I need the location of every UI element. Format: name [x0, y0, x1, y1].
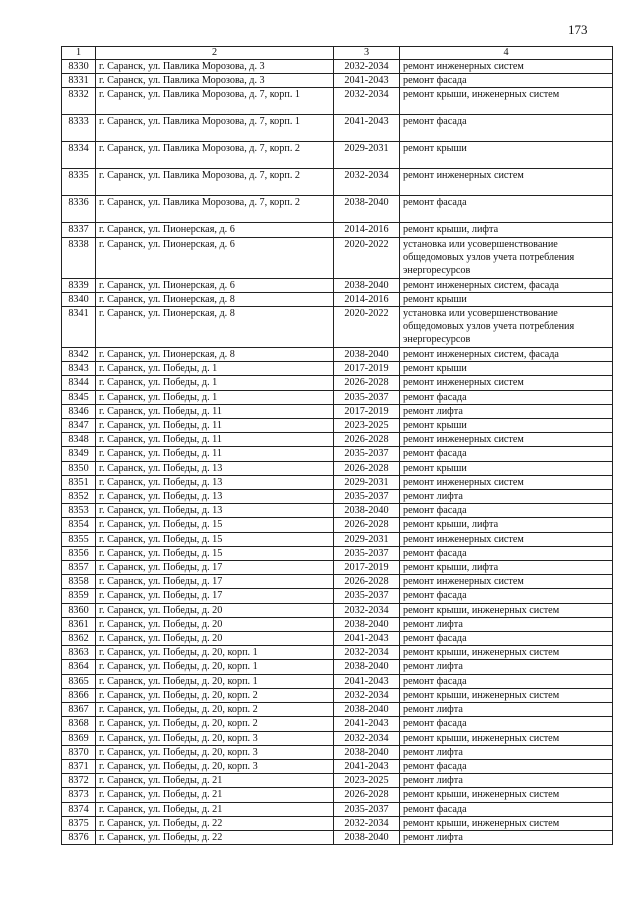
table-row — [62, 546, 613, 560]
row-number: 8334 — [62, 142, 96, 169]
period-cell: 2035-2037 — [334, 390, 400, 404]
address-cell: г. Саранск, ул. Победы, д. 20, корп. 3 — [96, 745, 334, 759]
work-type-cell: ремонт фасада — [400, 74, 613, 88]
period-cell: 2029-2031 — [334, 532, 400, 546]
table-row — [62, 774, 613, 788]
period-cell: 2032-2034 — [334, 169, 400, 196]
period-cell: 2038-2040 — [334, 196, 400, 223]
period-cell: 2020-2022 — [334, 307, 400, 348]
address-cell: г. Саранск, ул. Победы, д. 22 — [96, 816, 334, 830]
table-row — [62, 223, 613, 237]
work-type-cell: ремонт крыши, инженерных систем — [400, 788, 613, 802]
period-cell: 2035-2037 — [334, 490, 400, 504]
address-cell: г. Саранск, ул. Победы, д. 20, корп. 2 — [96, 688, 334, 702]
address-cell: г. Саранск, ул. Победы, д. 21 — [96, 802, 334, 816]
table-row — [62, 561, 613, 575]
row-number: 8366 — [62, 688, 96, 702]
period-cell: 2035-2037 — [334, 802, 400, 816]
address-cell: г. Саранск, ул. Победы, д. 21 — [96, 774, 334, 788]
work-type-cell: ремонт фасада — [400, 759, 613, 773]
address-cell: г. Саранск, ул. Павлика Морозова, д. 7, корп. 2 — [96, 169, 334, 196]
period-cell: 2041-2043 — [334, 74, 400, 88]
address-cell: г. Саранск, ул. Павлика Морозова, д. 7, корп. 1 — [96, 115, 334, 142]
period-cell: 2038-2040 — [334, 745, 400, 759]
work-type-cell: ремонт фасада — [400, 717, 613, 731]
address-cell: г. Саранск, ул. Победы, д. 20, корп. 2 — [96, 703, 334, 717]
column-header: 4 — [400, 47, 613, 60]
work-type-cell: ремонт лифта — [400, 703, 613, 717]
row-number: 8374 — [62, 802, 96, 816]
address-cell: г. Саранск, ул. Победы, д. 17 — [96, 575, 334, 589]
row-number: 8354 — [62, 518, 96, 532]
row-number: 8376 — [62, 830, 96, 844]
row-number: 8333 — [62, 115, 96, 142]
table-row — [62, 115, 613, 142]
address-cell: г. Саранск, ул. Пионерская, д. 6 — [96, 223, 334, 237]
table-row — [62, 348, 613, 362]
row-number: 8362 — [62, 632, 96, 646]
table-row — [62, 816, 613, 830]
work-type-cell: ремонт крыши — [400, 461, 613, 475]
row-number: 8355 — [62, 532, 96, 546]
column-header: 1 — [62, 47, 96, 60]
work-type-cell: ремонт крыши — [400, 142, 613, 169]
row-number: 8342 — [62, 348, 96, 362]
work-type-cell: ремонт крыши, инженерных систем — [400, 646, 613, 660]
table-row — [62, 88, 613, 115]
work-type-cell: ремонт крыши, лифта — [400, 518, 613, 532]
work-type-cell: ремонт фасада — [400, 390, 613, 404]
table-row — [62, 759, 613, 773]
address-cell: г. Саранск, ул. Павлика Морозова, д. 7, корп. 1 — [96, 88, 334, 115]
address-cell: г. Саранск, ул. Павлика Морозова, д. 3 — [96, 74, 334, 88]
address-cell: г. Саранск, ул. Павлика Морозова, д. 7, корп. 2 — [96, 196, 334, 223]
row-number: 8340 — [62, 292, 96, 306]
table-row — [62, 475, 613, 489]
period-cell: 2032-2034 — [334, 688, 400, 702]
address-cell: г. Саранск, ул. Победы, д. 20, корп. 1 — [96, 646, 334, 660]
address-cell: г. Саранск, ул. Павлика Морозова, д. 3 — [96, 60, 334, 74]
address-cell: г. Саранск, ул. Пионерская, д. 8 — [96, 292, 334, 306]
address-cell: г. Саранск, ул. Победы, д. 11 — [96, 404, 334, 418]
table-row — [62, 196, 613, 223]
period-cell: 2032-2034 — [334, 88, 400, 115]
row-number: 8341 — [62, 307, 96, 348]
table-row — [62, 575, 613, 589]
period-cell: 2023-2025 — [334, 419, 400, 433]
column-number-row — [62, 47, 613, 60]
address-cell: г. Саранск, ул. Победы, д. 11 — [96, 433, 334, 447]
period-cell: 2032-2034 — [334, 60, 400, 74]
period-cell: 2029-2031 — [334, 142, 400, 169]
table-row — [62, 788, 613, 802]
address-cell: г. Саранск, ул. Победы, д. 1 — [96, 390, 334, 404]
row-number: 8330 — [62, 60, 96, 74]
address-cell: г. Саранск, ул. Пионерская, д. 6 — [96, 278, 334, 292]
table-row — [62, 717, 613, 731]
table-row — [62, 278, 613, 292]
row-number: 8371 — [62, 759, 96, 773]
table-row — [62, 307, 613, 348]
address-cell: г. Саранск, ул. Победы, д. 20, корп. 1 — [96, 660, 334, 674]
work-type-cell: ремонт фасада — [400, 196, 613, 223]
work-type-cell: ремонт фасада — [400, 546, 613, 560]
address-cell: г. Саранск, ул. Победы, д. 13 — [96, 475, 334, 489]
row-number: 8353 — [62, 504, 96, 518]
work-type-cell: ремонт инженерных систем — [400, 60, 613, 74]
row-number: 8352 — [62, 490, 96, 504]
period-cell: 2026-2028 — [334, 433, 400, 447]
work-type-cell: ремонт фасада — [400, 802, 613, 816]
address-cell: г. Саранск, ул. Победы, д. 15 — [96, 546, 334, 560]
row-number: 8364 — [62, 660, 96, 674]
table-row — [62, 490, 613, 504]
row-number: 8367 — [62, 703, 96, 717]
table-row — [62, 731, 613, 745]
row-number: 8344 — [62, 376, 96, 390]
work-type-cell: ремонт лифта — [400, 490, 613, 504]
work-type-cell: ремонт крыши, инженерных систем — [400, 816, 613, 830]
row-number: 8332 — [62, 88, 96, 115]
period-cell: 2026-2028 — [334, 376, 400, 390]
row-number: 8331 — [62, 74, 96, 88]
row-number: 8375 — [62, 816, 96, 830]
address-cell: г. Саранск, ул. Победы, д. 13 — [96, 461, 334, 475]
address-cell: г. Саранск, ул. Победы, д. 17 — [96, 589, 334, 603]
address-cell: г. Саранск, ул. Победы, д. 21 — [96, 788, 334, 802]
work-type-cell: ремонт лифта — [400, 404, 613, 418]
period-cell: 2041-2043 — [334, 632, 400, 646]
period-cell: 2038-2040 — [334, 660, 400, 674]
row-number: 8337 — [62, 223, 96, 237]
address-cell: г. Саранск, ул. Победы, д. 1 — [96, 376, 334, 390]
table-row — [62, 617, 613, 631]
address-cell: г. Саранск, ул. Победы, д. 20, корп. 1 — [96, 674, 334, 688]
work-type-cell: ремонт крыши — [400, 292, 613, 306]
row-number: 8345 — [62, 390, 96, 404]
period-cell: 2038-2040 — [334, 617, 400, 631]
row-number: 8365 — [62, 674, 96, 688]
address-cell: г. Саранск, ул. Победы, д. 20, корп. 3 — [96, 759, 334, 773]
address-cell: г. Саранск, ул. Победы, д. 13 — [96, 490, 334, 504]
period-cell: 2026-2028 — [334, 575, 400, 589]
table-row — [62, 504, 613, 518]
column-header: 2 — [96, 47, 334, 60]
address-cell: г. Саранск, ул. Победы, д. 13 — [96, 504, 334, 518]
work-type-cell: ремонт фасада — [400, 447, 613, 461]
period-cell: 2035-2037 — [334, 447, 400, 461]
period-cell: 2035-2037 — [334, 589, 400, 603]
row-number: 8351 — [62, 475, 96, 489]
period-cell: 2032-2034 — [334, 731, 400, 745]
table-row — [62, 169, 613, 196]
address-cell: г. Саранск, ул. Павлика Морозова, д. 7, корп. 2 — [96, 142, 334, 169]
address-cell: г. Саранск, ул. Победы, д. 11 — [96, 447, 334, 461]
period-cell: 2038-2040 — [334, 830, 400, 844]
period-cell: 2020-2022 — [334, 237, 400, 278]
work-type-cell: ремонт фасада — [400, 674, 613, 688]
table-row — [62, 745, 613, 759]
column-header: 3 — [334, 47, 400, 60]
period-cell: 2026-2028 — [334, 788, 400, 802]
period-cell: 2029-2031 — [334, 475, 400, 489]
period-cell: 2035-2037 — [334, 546, 400, 560]
row-number: 8343 — [62, 362, 96, 376]
period-cell: 2032-2034 — [334, 646, 400, 660]
period-cell: 2038-2040 — [334, 504, 400, 518]
period-cell: 2017-2019 — [334, 404, 400, 418]
period-cell: 2038-2040 — [334, 703, 400, 717]
row-number: 8361 — [62, 617, 96, 631]
period-cell: 2026-2028 — [334, 518, 400, 532]
row-number: 8346 — [62, 404, 96, 418]
row-number: 8357 — [62, 561, 96, 575]
row-number: 8336 — [62, 196, 96, 223]
period-cell: 2026-2028 — [334, 461, 400, 475]
table-row — [62, 60, 613, 74]
table-row — [62, 632, 613, 646]
table-row — [62, 376, 613, 390]
work-type-cell: ремонт фасада — [400, 632, 613, 646]
address-cell: г. Саранск, ул. Победы, д. 20 — [96, 617, 334, 631]
repair-schedule-table — [61, 46, 613, 845]
address-cell: г. Саранск, ул. Победы, д. 20, корп. 2 — [96, 717, 334, 731]
table-row — [62, 660, 613, 674]
table-row — [62, 646, 613, 660]
work-type-cell: ремонт инженерных систем, фасада — [400, 348, 613, 362]
address-cell: г. Саранск, ул. Победы, д. 17 — [96, 561, 334, 575]
row-number: 8359 — [62, 589, 96, 603]
work-type-cell: ремонт крыши — [400, 419, 613, 433]
table-row — [62, 603, 613, 617]
row-number: 8368 — [62, 717, 96, 731]
address-cell: г. Саранск, ул. Победы, д. 20 — [96, 603, 334, 617]
work-type-cell: установка или усовершенствование общедомовых узлов учета потребления энергоресурсов — [400, 307, 613, 348]
table-row — [62, 688, 613, 702]
row-number: 8348 — [62, 433, 96, 447]
row-number: 8358 — [62, 575, 96, 589]
row-number: 8338 — [62, 237, 96, 278]
period-cell: 2014-2016 — [334, 223, 400, 237]
table-row — [62, 461, 613, 475]
work-type-cell: ремонт инженерных систем — [400, 376, 613, 390]
work-type-cell: ремонт инженерных систем — [400, 475, 613, 489]
table-row — [62, 419, 613, 433]
period-cell: 2041-2043 — [334, 759, 400, 773]
period-cell: 2041-2043 — [334, 674, 400, 688]
period-cell: 2038-2040 — [334, 348, 400, 362]
period-cell: 2041-2043 — [334, 115, 400, 142]
work-type-cell: ремонт фасада — [400, 589, 613, 603]
work-type-cell: ремонт лифта — [400, 617, 613, 631]
work-type-cell: ремонт лифта — [400, 660, 613, 674]
row-number: 8363 — [62, 646, 96, 660]
work-type-cell: установка или усовершенствование общедомовых узлов учета потребления энергоресурсов — [400, 237, 613, 278]
row-number: 8373 — [62, 788, 96, 802]
table-row — [62, 802, 613, 816]
work-type-cell: ремонт крыши, инженерных систем — [400, 603, 613, 617]
work-type-cell: ремонт инженерных систем — [400, 433, 613, 447]
address-cell: г. Саранск, ул. Победы, д. 22 — [96, 830, 334, 844]
work-type-cell: ремонт фасада — [400, 115, 613, 142]
work-type-cell: ремонт инженерных систем, фасада — [400, 278, 613, 292]
row-number: 8372 — [62, 774, 96, 788]
work-type-cell: ремонт лифта — [400, 774, 613, 788]
table-row — [62, 292, 613, 306]
work-type-cell: ремонт лифта — [400, 830, 613, 844]
row-number: 8370 — [62, 745, 96, 759]
address-cell: г. Саранск, ул. Победы, д. 15 — [96, 532, 334, 546]
work-type-cell: ремонт крыши — [400, 362, 613, 376]
address-cell: г. Саранск, ул. Победы, д. 15 — [96, 518, 334, 532]
period-cell: 2017-2019 — [334, 561, 400, 575]
row-number: 8349 — [62, 447, 96, 461]
row-number: 8335 — [62, 169, 96, 196]
period-cell: 2032-2034 — [334, 816, 400, 830]
work-type-cell: ремонт крыши, лифта — [400, 223, 613, 237]
address-cell: г. Саранск, ул. Победы, д. 20 — [96, 632, 334, 646]
table-row — [62, 404, 613, 418]
table-row — [62, 830, 613, 844]
period-cell: 2017-2019 — [334, 362, 400, 376]
table-row — [62, 74, 613, 88]
table-row — [62, 237, 613, 278]
work-type-cell: ремонт крыши, лифта — [400, 561, 613, 575]
table-row — [62, 518, 613, 532]
table-row — [62, 532, 613, 546]
address-cell: г. Саранск, ул. Пионерская, д. 8 — [96, 307, 334, 348]
work-type-cell: ремонт инженерных систем — [400, 532, 613, 546]
row-number: 8356 — [62, 546, 96, 560]
period-cell: 2014-2016 — [334, 292, 400, 306]
period-cell: 2032-2034 — [334, 603, 400, 617]
table-row — [62, 362, 613, 376]
row-number: 8360 — [62, 603, 96, 617]
page-number: 173 — [568, 22, 588, 37]
period-cell: 2038-2040 — [334, 278, 400, 292]
work-type-cell: ремонт инженерных систем — [400, 575, 613, 589]
row-number: 8350 — [62, 461, 96, 475]
row-number: 8339 — [62, 278, 96, 292]
table-row — [62, 390, 613, 404]
address-cell: г. Саранск, ул. Победы, д. 20, корп. 3 — [96, 731, 334, 745]
address-cell: г. Саранск, ул. Победы, д. 1 — [96, 362, 334, 376]
address-cell: г. Саранск, ул. Пионерская, д. 8 — [96, 348, 334, 362]
work-type-cell: ремонт крыши, инженерных систем — [400, 688, 613, 702]
work-type-cell: ремонт лифта — [400, 745, 613, 759]
row-number: 8347 — [62, 419, 96, 433]
table-row — [62, 447, 613, 461]
row-number: 8369 — [62, 731, 96, 745]
work-type-cell: ремонт крыши, инженерных систем — [400, 88, 613, 115]
address-cell: г. Саранск, ул. Пионерская, д. 6 — [96, 237, 334, 278]
table-row — [62, 674, 613, 688]
period-cell: 2041-2043 — [334, 717, 400, 731]
period-cell: 2023-2025 — [334, 774, 400, 788]
table-row — [62, 142, 613, 169]
work-type-cell: ремонт крыши, инженерных систем — [400, 731, 613, 745]
work-type-cell: ремонт фасада — [400, 504, 613, 518]
work-type-cell: ремонт инженерных систем — [400, 169, 613, 196]
table-row — [62, 433, 613, 447]
table-row — [62, 589, 613, 603]
table-row — [62, 703, 613, 717]
address-cell: г. Саранск, ул. Победы, д. 11 — [96, 419, 334, 433]
